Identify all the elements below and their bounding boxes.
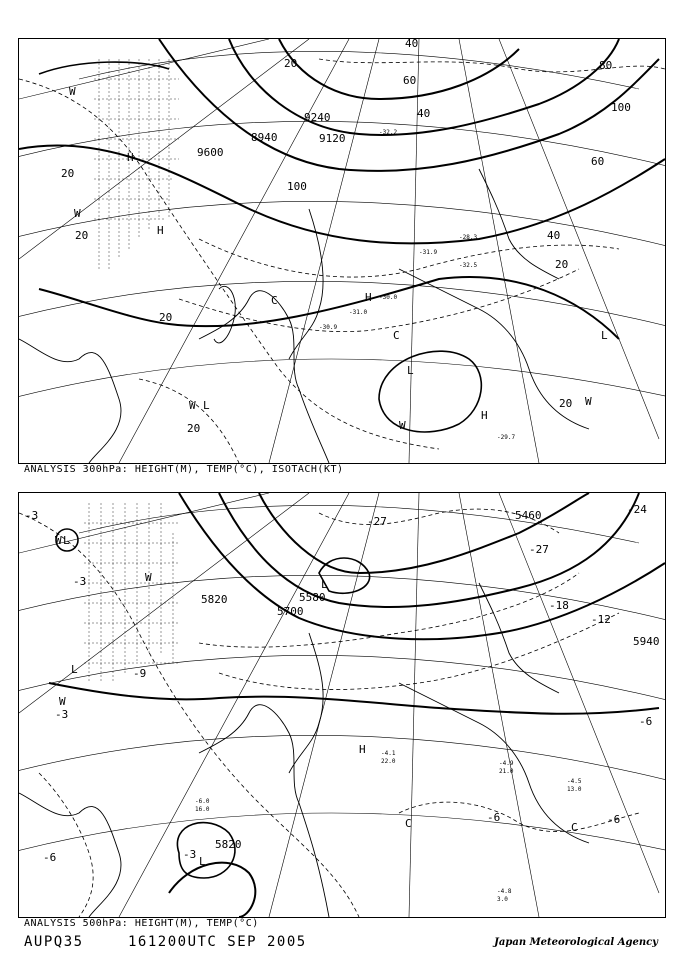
map-300hpa-canvas	[19, 39, 665, 463]
contour-label: -27	[367, 515, 387, 528]
contour-label: -24	[627, 503, 647, 516]
contour-labels	[25, 503, 660, 864]
bulletin-code: AUPQ35	[24, 934, 84, 950]
station-value: -31.9	[419, 249, 438, 256]
contour-label: 5460	[515, 509, 542, 522]
cold-center: C	[393, 329, 400, 342]
contour-label: 40	[547, 229, 561, 242]
map-300hpa	[18, 38, 666, 464]
contour-label: 100	[611, 101, 631, 114]
station-value: 13.0	[567, 786, 582, 793]
warm-center: W	[399, 419, 406, 432]
contour-label: -6	[43, 851, 57, 864]
contour-label: -6	[639, 715, 653, 728]
station-value: -32.2	[379, 129, 398, 136]
warm-center: W	[59, 695, 66, 708]
caption-500hpa: ANALYSIS 500hPa: HEIGHT(M), TEMP(°C)	[24, 918, 259, 929]
station-value: -4.5	[567, 778, 582, 785]
station-value: -28.3	[459, 234, 478, 241]
station-value: 22.0	[381, 758, 396, 765]
contour-label: 8940	[251, 131, 278, 144]
height-contours	[49, 493, 665, 917]
high-center: H	[359, 743, 366, 756]
cold-center: C	[405, 817, 412, 830]
station-value: -6.0	[195, 798, 210, 805]
contour-label: 20	[61, 167, 75, 180]
contour-label: 9600	[197, 146, 224, 159]
low-center: L	[63, 534, 70, 547]
contour-label: -3	[55, 708, 69, 721]
contour-label: 5580	[299, 591, 326, 604]
low-center: L	[601, 329, 608, 342]
low-center: L	[407, 364, 414, 377]
graticule-lon	[19, 493, 659, 917]
contour-labels	[61, 39, 631, 435]
contour-label: 20	[187, 422, 201, 435]
analysis-timestamp: 161200UTC SEP 2005	[128, 934, 307, 950]
station-value: 3.0	[497, 896, 508, 903]
low-center: L	[321, 578, 328, 591]
contour-label: -12	[591, 613, 611, 626]
height-contours	[19, 39, 665, 339]
low-center: L	[199, 855, 206, 868]
contour-label: 20	[284, 57, 298, 70]
station-value: -4.8	[497, 888, 512, 895]
contour-label: 20	[555, 258, 569, 271]
station-value: -30.0	[379, 294, 398, 301]
contour-label: -6	[607, 813, 621, 826]
contour-label: 100	[287, 180, 307, 193]
contour-label: 9120	[319, 132, 346, 145]
hatch-region	[94, 59, 179, 269]
contour-label: -18	[549, 599, 569, 612]
station-value: -29.7	[497, 434, 516, 441]
contour-label: -3	[25, 509, 39, 522]
contour-label: -3	[73, 575, 87, 588]
contour-label: 5820	[201, 593, 228, 606]
graticule-lat	[19, 51, 665, 399]
warm-center: W	[69, 85, 76, 98]
closed-contours	[39, 62, 481, 432]
low-center: L	[71, 663, 78, 676]
contour-label: 80	[599, 59, 613, 72]
warm-center: W	[189, 399, 196, 412]
station-value: -4.9	[499, 760, 514, 767]
high-center: H	[481, 409, 488, 422]
contour-label: 40	[417, 107, 431, 120]
contour-label: 5940	[633, 635, 660, 648]
station-value: -4.1	[381, 750, 396, 757]
warm-center: W	[55, 534, 62, 547]
station-value: -31.0	[349, 309, 368, 316]
station-value: -30.9	[319, 324, 338, 331]
station-value: 21.0	[499, 768, 514, 775]
low-center: L	[203, 399, 210, 412]
contour-label: -27	[529, 543, 549, 556]
warm-center: W	[74, 207, 81, 220]
warm-center: W	[145, 571, 152, 584]
cold-center: C	[571, 821, 578, 834]
contour-label: 20	[559, 397, 573, 410]
map-500hpa	[18, 492, 666, 918]
warm-center: W	[585, 395, 592, 408]
contour-label: -6	[487, 811, 501, 824]
contour-label: -9	[133, 667, 147, 680]
high-center: H	[157, 224, 164, 237]
hatch-region	[84, 503, 179, 683]
high-center: H	[127, 151, 134, 164]
contour-label: 60	[403, 74, 417, 87]
contour-label: 60	[591, 155, 605, 168]
map-500hpa-canvas	[19, 493, 665, 917]
contour-label: 20	[75, 229, 89, 242]
contour-label: 5700	[277, 605, 304, 618]
contour-label: 5820	[215, 838, 242, 851]
cold-center: C	[271, 294, 278, 307]
contour-label: 9240	[304, 111, 331, 124]
contour-label: 40	[405, 39, 419, 50]
caption-300hpa: ANALYSIS 300hPa: HEIGHT(M), TEMP(°C), ISOTACH(KT)	[24, 464, 344, 475]
high-center: H	[365, 291, 372, 304]
contour-label: 20	[159, 311, 173, 324]
contour-label: -3	[183, 848, 197, 861]
agency-name: Japan Meteorological Agency	[494, 937, 658, 948]
station-value: -32.5	[459, 262, 478, 269]
station-value: 16.0	[195, 806, 210, 813]
